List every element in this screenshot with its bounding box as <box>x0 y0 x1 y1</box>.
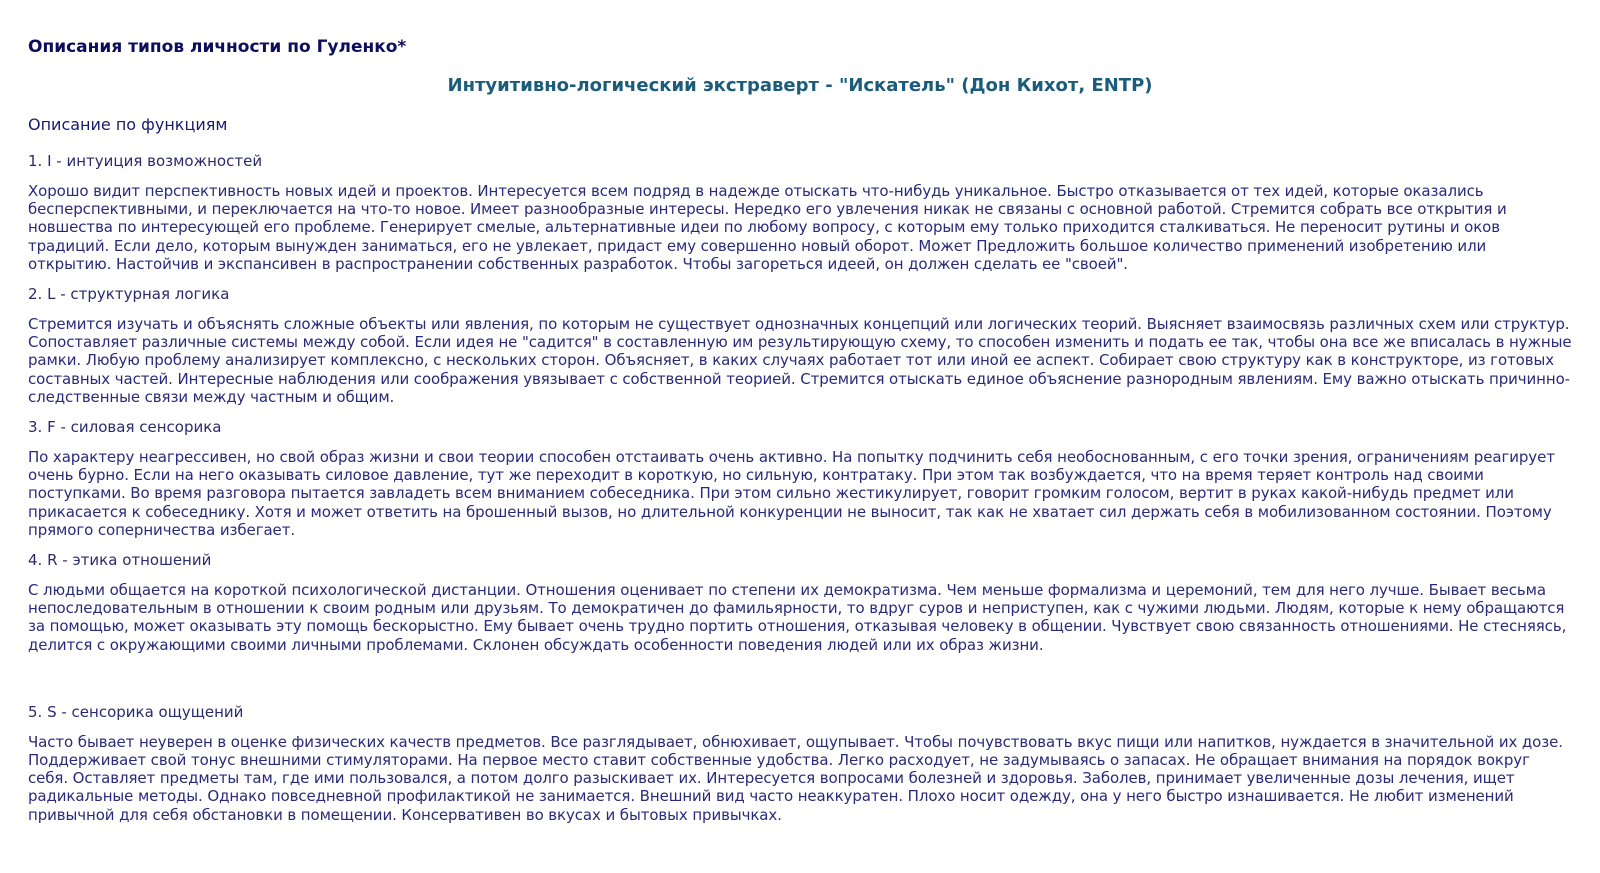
function-heading-2: 2. L - структурная логика <box>28 285 230 304</box>
function-heading-4: 4. R - этика отношений <box>28 551 212 570</box>
function-description-2: Стремится изучать и объяснять сложные объекты или явления, по которым не существует однозначных концепций или логических теорий. Выясняет взаимосвязь различных схем или структур. Сопоставляет различные системы между собой. Если идея не "садится" в составленную им результирующую схему, то способен изменить и подать ее так, чтобы она все же вписалась в нужные рамки. Любую проблему анализирует комплексно, с нескольких сторон. Объясняет, в каких случаях работает тот или иной ее аспект. Собирает свою структуру как в конструкторе, из готовых составных частей. Интересные наблюдения или соображения увязывает с собственной теорией. Стремится отыскать единое объяснение разнородным явлениям. Ему важно отыскать причинно-следственные связи между частным и общим. <box>28 315 1572 406</box>
function-description-3: По характеру неагрессивен, но свой образ жизни и свои теории способен отстаивать очень активно. На попытку подчинить себя необоснованным, с его точки зрения, ограничениям реагирует очень бурно. Если на него оказывать силовое давление, тут же переходит в короткую, но сильную, контратаку. При этом так возбуждается, что на время теряет контроль над своими поступками. Во время разговора пытается завладеть всем вниманием собеседника. При этом сильно жестикулирует, говорит громким голосом, вертит в руках какой-нибудь предмет или прикасается к собеседнику. Хотя и может ответить на брошенный вызов, но длительной конкуренции не выносит, так как не хватает сил держать себя в мобилизованном состоянии. Поэтому прямого соперничества избегает. <box>28 448 1555 539</box>
function-heading-3: 3. F - силовая сенсорика <box>28 418 222 437</box>
function-description-4: С людьми общается на короткой психологической дистанции. Отношения оценивает по степени их демократизма. Чем меньше формализма и церемоний, тем для него лучше. Бывает весьма непоследовательным в отношении к своим родным или друзьям. То демократичен до фамильярности, то вдруг суров и неприступен, как с чужими людьми. Людям, которые к нему обращаются за помощью, может оказывать эту помощь бескорыстно. Ему бывает очень трудно портить отношения, отказывая человеку в общении. Чувствует свою связанность отношениями. Не стесняясь, делится с окружающими своими личными проблемами. Склонен обсуждать особенности поведения людей или их образ жизни. <box>28 581 1567 654</box>
function-description-5: Часто бывает неуверен в оценке физических качеств предметов. Все разглядывает, обнюхивает, ощупывает. Чтобы почувствовать вкус пищи или напитков, нуждается в значительной их дозе. Поддерживает свой тонус внешними стимуляторами. На первое место ставит собственные удобства. Легко расходует, не задумываясь о запасах. Не обращает внимания на порядок вокруг себя. Оставляет предметы там, где ими пользовался, а потом долго разыскивает их. Интересуется вопросами болезней и здоровья. Заболев, принимает увеличенные дозы лечения, ищет радикальные методы. Однако повседневной профилактикой не занимается. Внешний вид часто неаккуратен. Плохо носит одежду, она у него быстро изнашивается. Не любит изменений привычной для себя обстановки в помещении. Консервативен во вкусах и бытовых привычках. <box>28 732 1563 824</box>
function-heading-1: 1. I - интуиция возможностей <box>28 152 263 170</box>
personality-type-title: Интуитивно-логический экстраверт - "Искатель" (Дон Кихот, ENTP) <box>447 75 1153 96</box>
function-heading-5: 5. S - сенсорика ощущений <box>28 702 244 721</box>
function-description-1: Хорошо видит перспективность новых идей и проектов. Интересуется всем подряд в надежде отыскать что-нибудь уникальное. Быстро отказывается от тех идей, которые оказались бесперспективными, и переключается на что-то новое. Имеет разнообразные интересы. Нередко его увлечения никак не связаны с основной работой. Стремится собрать все открытия и новшества по интересующей его проблеме. Генерирует смелые, альтернативные идеи по любому вопросу, с которым ему только приходится сталкиваться. Не переносит рутины и оков традиций. Если дело, которым вынужден заниматься, его не увлекает, придаст ему совершенно новый оборот. Может Предложить большое количество применений изобретению или открытию. Настойчив и экспансивен в распространении собственных разработок. Чтобы загореться идеей, он должен сделать ее "своей". <box>28 182 1507 273</box>
section-title: Описание по функциям <box>28 115 228 134</box>
document-title: Описания типов личности по Гуленко* <box>28 37 407 57</box>
